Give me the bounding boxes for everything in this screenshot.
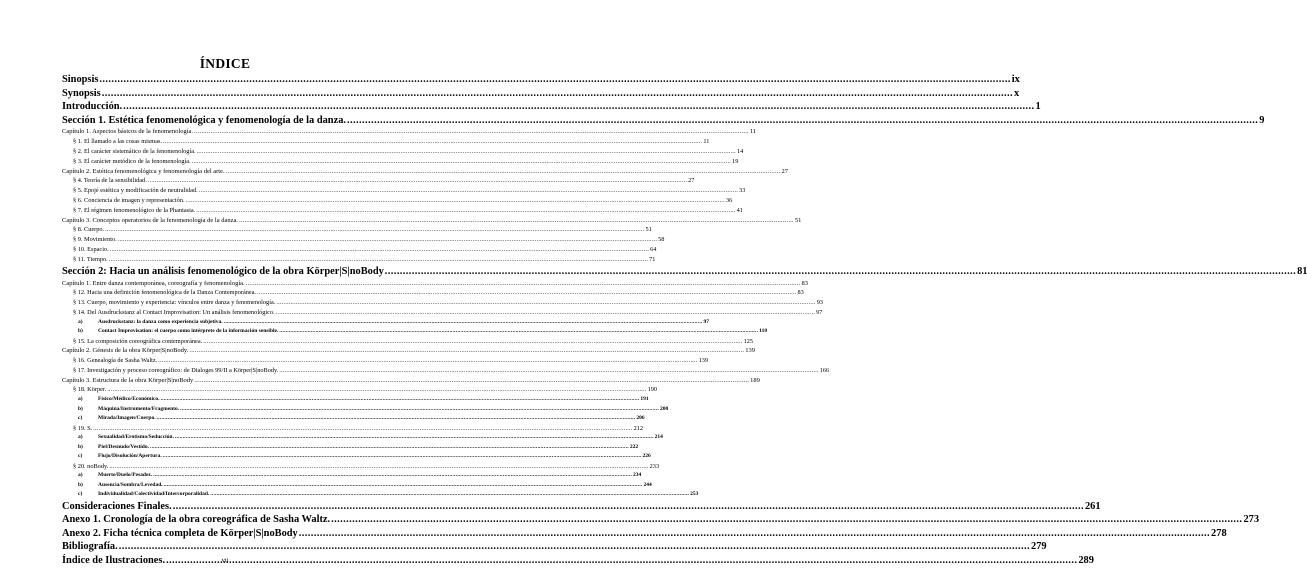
toc-entry[interactable] (62, 327, 768, 336)
toc-entry-marker: b) (78, 328, 83, 335)
toc-entry-page: 83 (801, 279, 808, 287)
toc-entry-title (73, 147, 196, 157)
toc-entry[interactable] (62, 245, 657, 255)
toc-entry-title (73, 176, 147, 186)
toc-entry[interactable] (62, 395, 649, 404)
toc-entry[interactable] (62, 443, 639, 452)
toc-entry-title (73, 385, 106, 395)
dot-leader (150, 443, 629, 452)
toc-entry-text: Muerte/Duelo/Pesadez. (98, 472, 153, 479)
dot-leader (276, 308, 815, 318)
toc-entry-marker: b) (78, 405, 83, 412)
toc-entry-text: § 19. S. (73, 424, 93, 432)
toc-entry-title (73, 366, 278, 376)
toc-entry-title (62, 513, 330, 527)
toc-entry[interactable] (62, 356, 709, 366)
toc-entry[interactable] (62, 255, 656, 265)
toc-entry-page: 261 (1084, 500, 1101, 512)
toc-entry[interactable] (62, 206, 743, 216)
toc-entry-title (73, 424, 92, 434)
toc-entry-text: § 12. Hacia una definición fenomenológica de la Danza Contemporánea. (73, 289, 257, 297)
toc-entry[interactable] (62, 366, 830, 376)
toc-entry-page: 83 (797, 289, 804, 297)
toc-entry-title (78, 481, 163, 490)
toc-entry[interactable] (62, 308, 823, 318)
toc-entry[interactable] (62, 527, 1227, 541)
toc-entry[interactable] (62, 481, 652, 490)
toc-entry-title (62, 216, 238, 226)
dot-leader (163, 452, 642, 461)
toc-entry[interactable] (62, 147, 744, 157)
toc-entry-title (73, 308, 275, 318)
toc-entry-text: § 8. Cuerpo. (73, 226, 105, 234)
toc-entry[interactable] (62, 73, 1020, 87)
toc-entry-text: § 16. Genealogía de Sasha Waltz. (73, 357, 158, 365)
toc-entry-page: 191 (640, 396, 649, 403)
dot-leader (173, 500, 1084, 514)
toc-entry-marker: c) (78, 491, 83, 498)
toc-entry-title (62, 114, 346, 128)
toc-entry-text: § 11. Tiempo. (73, 256, 108, 264)
toc-entry[interactable] (62, 471, 642, 480)
dot-leader (102, 87, 1013, 101)
toc-entry-marker: a) (78, 434, 83, 441)
toc-entry-text: § 1. El llamado a las cosas mismas. (73, 137, 163, 145)
dot-leader (123, 100, 1034, 114)
dot-leader (158, 356, 697, 366)
toc-entry-title (78, 405, 179, 414)
dot-leader (347, 114, 1258, 128)
dot-leader (163, 137, 702, 147)
toc-entry[interactable] (62, 424, 644, 434)
dot-leader (196, 206, 735, 216)
toc-entry-marker: b) (78, 481, 83, 488)
toc-entry-text: Ausdruckstanz: la danza como experiencia subjetiva. (98, 318, 223, 325)
toc-entry-text: Sección 2: Hacia un análisis fenomenológico de la obra Körper|S|noBody (62, 265, 384, 277)
toc-entry[interactable] (62, 490, 699, 499)
toc-entry-text: § 6. Conciencia de imagen y representación. (73, 197, 185, 205)
toc-entry-marker: c) (78, 415, 83, 422)
dot-leader (257, 288, 796, 298)
toc-entry-page: 234 (633, 472, 642, 479)
toc-entry-page: 97 (816, 308, 823, 316)
toc-entry-text: Individualidad/Colectividad/Intercorporalidad. (98, 491, 210, 498)
dot-leader (226, 167, 781, 177)
toc-entry-page: 51 (794, 216, 802, 224)
dot-leader (99, 73, 1010, 87)
toc-entry-text: Anexo 2. Ficha técnica completa de Körper|S|noBody (62, 527, 298, 539)
toc-entry-marker: b) (78, 443, 83, 450)
toc-entry-page: 64 (650, 246, 657, 254)
toc-entry-page: 11 (703, 137, 710, 145)
toc-entry-text: Físico/Médico/Económico. (98, 396, 160, 403)
toc-entry[interactable] (62, 500, 1101, 514)
dot-leader (279, 366, 818, 376)
toc-entry-title (78, 433, 174, 442)
toc-entry-page: 166 (819, 366, 830, 374)
toc-entry[interactable] (62, 318, 709, 327)
toc-entry-text: Anexo 1. Cronología de la obra coreográfica de Sasha Waltz. (62, 514, 331, 526)
toc-entry-title (62, 540, 118, 554)
toc-entry-page: 33 (739, 187, 746, 195)
toc-entry-title (73, 196, 185, 206)
toc-entry-text: Índice de Ilustraciones. (62, 555, 166, 567)
toc-entry-page: 233 (649, 462, 660, 470)
toc-entry[interactable] (62, 216, 802, 226)
toc-entry[interactable] (62, 196, 733, 206)
toc-entry-title (73, 245, 109, 255)
toc-entry-title (73, 288, 256, 298)
toc-entry-page: 226 (642, 453, 651, 460)
toc-entry-text: Capítulo 3. Conceptos operatorios de la fenomenología de la danza. (62, 216, 238, 224)
toc-entry[interactable] (62, 235, 665, 245)
toc-entry-title (78, 318, 223, 327)
toc-entry-marker: a) (78, 318, 83, 325)
toc-entry-page: 189 (750, 376, 760, 384)
toc-entry-page: 58 (658, 236, 665, 244)
toc-entry-text: § 3. El carácter metódico de la fenomenología. (73, 157, 191, 165)
toc-entry-page: 253 (690, 491, 699, 498)
table-of-contents (62, 73, 1307, 568)
toc-entry-text: Capítulo 2. Génesis de la obra Körper|S|noBody. (62, 347, 189, 355)
toc-entry-page: 27 (688, 177, 695, 185)
toc-entry-page: 1 (1035, 101, 1041, 113)
toc-entry-text: § 7. El régimen fenomenológico de la Phantasia. (73, 206, 196, 214)
toc-entry-text: Sexualidad/Erotismo/Seducción. (98, 434, 174, 441)
toc-entry-title (73, 235, 117, 245)
toc-entry-text: § 9. Movimiento. (73, 236, 117, 244)
toc-entry-title (62, 500, 172, 514)
toc-entry[interactable] (62, 298, 823, 308)
toc-entry[interactable] (62, 288, 804, 298)
toc-entry-text: Capítulo 3. Estructura de la obra Körper|S|noBody (62, 376, 194, 384)
toc-entry[interactable] (62, 452, 651, 461)
dot-leader (107, 385, 646, 395)
toc-entry[interactable] (62, 127, 757, 137)
dot-leader (194, 376, 749, 386)
toc-entry-text: Synopsis (62, 87, 101, 99)
toc-entry-text: Flujo/Disolución/Apertura. (98, 453, 162, 460)
toc-entry[interactable] (62, 513, 1260, 527)
dot-leader (279, 327, 758, 336)
toc-entry-page: 212 (633, 424, 644, 432)
toc-entry-title (62, 73, 98, 87)
toc-entry[interactable] (62, 346, 755, 356)
toc-entry-page: 81 (1297, 265, 1307, 277)
toc-entry[interactable] (62, 137, 710, 147)
toc-entry[interactable] (62, 167, 788, 177)
toc-entry-text: Capítulo 2. Estética fenomenológica y fenomenología del arte. (62, 167, 225, 175)
dot-leader (189, 346, 744, 356)
toc-entry-title (78, 327, 278, 336)
dot-leader (153, 471, 632, 480)
dot-leader (203, 337, 742, 347)
toc-entry[interactable] (62, 279, 808, 289)
toc-entry-title (73, 137, 162, 147)
toc-entry-text: § 18. Körper. (73, 386, 107, 394)
toc-entry-title (73, 225, 104, 235)
toc-entry[interactable] (62, 385, 658, 395)
toc-entry-title (62, 527, 298, 541)
toc-entry[interactable] (62, 337, 754, 347)
dot-leader (109, 462, 648, 472)
dot-leader (186, 196, 725, 206)
toc-entry[interactable] (62, 540, 1047, 554)
toc-entry-title (73, 255, 108, 265)
dot-leader (197, 147, 736, 157)
toc-entry[interactable] (62, 186, 746, 196)
toc-entry-page: 14 (736, 147, 744, 155)
toc-entry[interactable] (62, 462, 660, 472)
toc-entry-text: § 14. Del Ausdruckstanz al Contact Improvisation: Un análisis fenomenológico. (73, 308, 275, 316)
toc-entry-page: 139 (745, 347, 755, 355)
toc-entry-title (73, 298, 275, 308)
dot-leader (194, 127, 749, 137)
toc-entry-page: 206 (636, 415, 645, 422)
toc-entry-text: § 17. Investigación y proceso coreográfico: de Dialoges 99/II a Körper|S|noBody. (73, 366, 279, 374)
toc-entry-text: § 15. La composición coreográfica contemporánea. (73, 337, 203, 345)
toc-entry-title (73, 157, 191, 167)
toc-entry-marker: c) (78, 453, 83, 460)
toc-entry-page: 9 (1259, 114, 1265, 126)
toc-entry-page: 36 (725, 197, 733, 205)
dot-leader (385, 265, 1296, 279)
toc-entry-page: 214 (654, 434, 663, 441)
toc-entry[interactable] (62, 157, 739, 167)
toc-entry-text: Sinopsis (62, 74, 99, 85)
toc-entry-marker: a) (78, 472, 83, 479)
toc-entry-page: 222 (629, 443, 639, 450)
toc-entry-page: 125 (743, 337, 754, 345)
toc-entry[interactable] (62, 225, 652, 235)
toc-entry-page: 139 (698, 357, 709, 365)
toc-entry-page: 71 (649, 256, 656, 264)
dot-leader (199, 186, 738, 196)
toc-entry-text: Capítulo 1. Aspectos básicos de la fenomenología. (62, 128, 194, 136)
toc-entry-title (73, 186, 198, 196)
toc-entry-text: Ausencia/Sombra/Levedad. (98, 481, 163, 488)
toc-entry-page: 11 (749, 128, 757, 136)
dot-leader (118, 235, 657, 245)
dot-leader (192, 157, 731, 167)
toc-entry-page: 278 (1211, 527, 1227, 539)
dot-leader (175, 433, 654, 442)
toc-entry-text: Capítulo 1. Entre danza contemporánea, coreografía y fenomenología. (62, 279, 245, 287)
toc-entry[interactable] (62, 265, 1307, 279)
toc-entry-title (73, 337, 202, 347)
toc-entry-text: § 20. noBody. (73, 462, 109, 470)
toc-entry[interactable] (62, 376, 760, 386)
dot-leader (224, 318, 703, 327)
toc-entry-text: § 4. Teoría de la sensibilidad. (73, 177, 147, 185)
toc-entry-title (62, 265, 384, 279)
toc-entry-text: § 5. Epojé estética y modificación de neutralidad. (73, 187, 198, 195)
toc-entry[interactable] (62, 433, 663, 442)
dot-leader (157, 414, 636, 423)
toc-entry-text: Bibliografía. (62, 541, 118, 553)
toc-entry-title (78, 443, 149, 452)
toc-entry-page: 19 (732, 157, 739, 165)
toc-entry-text: Mirada/Imagen/Cuerpo. (98, 415, 156, 422)
toc-entry-title (73, 206, 195, 216)
toc-entry-title (62, 279, 245, 289)
toc-entry-text: § 13. Cuerpo, movimiento y experiencia: vínculos entre danza y fenomenología. (73, 299, 276, 307)
toc-entry-text: Máquina/Instrumento/Fragmento. (98, 405, 180, 412)
toc-entry-title (62, 127, 193, 137)
toc-entry-title (78, 471, 152, 480)
toc-entry-text: Consideraciones Finales. (62, 500, 172, 512)
toc-entry-page: 244 (643, 481, 652, 488)
toc-entry-page: 279 (1031, 541, 1047, 553)
toc-entry[interactable] (62, 176, 695, 186)
dot-leader (276, 298, 815, 308)
dot-leader (161, 395, 640, 404)
toc-entry-page: 97 (703, 318, 709, 325)
toc-entry-title (78, 395, 160, 404)
dot-leader (210, 490, 689, 499)
toc-entry-page: 93 (816, 299, 823, 307)
toc-entry-title (73, 462, 108, 472)
toc-entry-text: § 10. Espacio. (73, 246, 109, 254)
toc-entry-title (62, 100, 122, 114)
toc-entry-title (62, 87, 101, 101)
toc-entry-page: 289 (1078, 555, 1094, 567)
toc-entry-page: 51 (645, 226, 652, 234)
toc-entry-page: 200 (659, 405, 669, 412)
toc-entry[interactable] (62, 114, 1265, 128)
page-number: vii (221, 557, 229, 564)
toc-entry-page: 41 (736, 206, 743, 214)
toc-entry[interactable] (62, 405, 669, 414)
dot-leader (331, 513, 1242, 527)
toc-entry-text: Sección 1. Estética fenomenológica y fenomenología de la danza. (62, 114, 346, 126)
toc-entry-page: 273 (1243, 514, 1260, 526)
toc-entry[interactable] (62, 414, 645, 423)
toc-entry-title (78, 452, 162, 461)
dot-leader (93, 424, 632, 434)
toc-entry-text: Piel/Desnudo/Vestido. (98, 443, 149, 450)
toc-entry-title (78, 414, 156, 423)
dot-leader (105, 225, 644, 235)
toc-entry-title (62, 167, 225, 177)
toc-entry-text: Contact Improvisation: el cuerpo como intérprete de la información sensible. (98, 328, 279, 335)
toc-entry-marker: a) (78, 396, 83, 403)
dot-leader (119, 540, 1030, 554)
toc-entry-text: Introducción. (62, 101, 123, 113)
toc-entry[interactable] (62, 87, 1020, 101)
dot-leader (110, 245, 649, 255)
dot-leader (299, 527, 1210, 541)
toc-entry-title (62, 376, 193, 386)
dot-leader (180, 405, 659, 414)
toc-entry-title (62, 346, 188, 356)
dot-leader (109, 255, 648, 265)
toc-entry-page: 190 (647, 386, 658, 394)
toc-entry-text: § 2. El carácter sistemático de la fenomenología. (73, 147, 196, 155)
dot-leader (239, 216, 794, 226)
toc-entry-page: ix (1011, 74, 1020, 85)
toc-entry-page: x (1014, 87, 1020, 99)
dot-leader (246, 279, 801, 289)
toc-entry-title (78, 490, 209, 499)
toc-entry-title (73, 356, 157, 366)
toc-entry-page: 110 (759, 328, 768, 335)
page-title: ÍNDICE (199, 56, 251, 71)
dot-leader (164, 481, 643, 490)
toc-entry[interactable] (62, 100, 1041, 114)
dot-leader (148, 176, 687, 186)
toc-entry-page: 27 (781, 167, 788, 175)
